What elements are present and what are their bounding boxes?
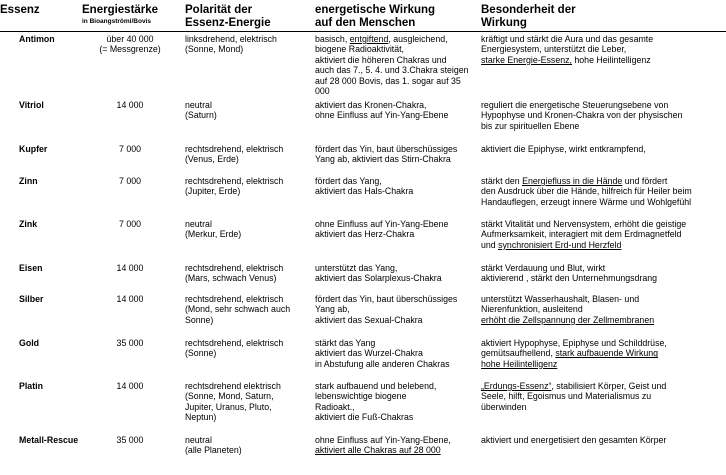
wirkung-text: stärkt das Yang aktiviert das Wurzel-Chakra in Abstufung alle anderen Chakras [315,338,450,369]
besonderheit-text-part: hohe Heilintelligenz [571,54,651,65]
wirkung-text: aktiviert das Kronen-Chakra, ohne Einfluss auf Yin-Yang-Ebene [315,100,449,121]
besonderheit-text-underlined: starke Energie-Essenz, [481,54,572,65]
polaritaet-text: rechtsdrehend, elektrisch (Mond, sehr schwach auch Sonne) [185,294,291,325]
besonderheit-text-part: , stabilisiert Körper, Geist und Seele, hilft, Egoismus und Materialismus zu überwinden [481,381,667,412]
essenz-name: Eisen [19,263,43,273]
besonderheit-text-underlined: erhöht die Zellspannung der Zellmembranen [481,314,655,325]
essenz-name: Silber [19,294,44,304]
wirkung-text [315,34,475,96]
essenz-name: Zinn [19,176,38,186]
besonderheit-text-part: und fördert den Ausdruck über die Hände, hilfreich für Heiler beim Handauflegen, erzeugt innere Wärme und Wohlgefühl [481,176,692,207]
besonderheit-text-part: stärkt Vitalität und Nervensystem, erhöht die geistige Aufmerksamkeit, interagiert mit dem Erdmagnetfeld und [481,219,687,250]
besonderheit-text [481,294,726,325]
wirkung-text: fördert das Yin, baut überschüssiges Yang ab, aktiviert das Sexual-Chakra [315,294,458,325]
essenz-name: Zink [19,219,38,229]
polaritaet-text: rechtsdrehend elektrisch (Sonne, Mond, Saturn, Jupiter, Uranus, Pluto, Neptun) [185,381,281,423]
polaritaet-text: rechtsdrehend, elektrisch (Sonne) [185,338,284,359]
energiestaerke-value: 14 000 [116,381,144,391]
header-energiestaerke [82,4,172,26]
essenz-name: Vitriol [19,100,44,110]
besonderheit-text [481,338,726,369]
header-essenz: Essenz [0,4,40,16]
essenz-name: Gold [19,338,40,348]
header-besonderheit: Besonderheit der Wirkung [481,4,576,29]
header-polaritaet: Polarität der Essenz-Energie [185,4,271,29]
polaritaet-text: rechtsdrehend, elektrisch (Venus, Erde) [185,144,284,165]
header-energiestaerke-unit: in Bioangströmi/Bovis [82,18,151,25]
polaritaet-text: neutral (Saturn) [185,100,217,121]
polaritaet-text: neutral (Merkur, Erde) [185,219,242,240]
wirkung-text-part: basisch, [315,34,350,44]
wirkung-text-part: , ausgleichend, biogene Radioaktivität, aktiviert die höheren Chakras und auch das 7., 5. 4. und 3.Chakra steigen auf 28 000 Bovis, das 1. sogar auf 35 000 [315,34,469,97]
wirkung-text: fördert das Yang, aktiviert das Hals-Chakra [315,176,414,197]
wirkung-text-underlined: aktiviert alle Chakras auf 28 000 [315,445,441,456]
besonderheit-text: aktiviert und energetisiert den gesamten Körper [481,435,667,445]
besonderheit-text-part: stärkt den [481,176,523,186]
besonderheit-text-part: aktiviert Hypophyse, Epiphyse und Schilddrüse, gemütsaufhellend, [481,338,667,359]
besonderheit-text: reguliert die energetische Steuerungsebene von Hypophyse und Kronen-Chakra von der physischen bis zur spirituellen Ebene [481,100,683,131]
wirkung-text: unterstützt das Yang, aktiviert das Solarplexus-Chakra [315,263,442,284]
header-rule [0,31,726,32]
besonderheit-text-underlined: Energiefluss in die Hände [522,176,623,186]
wirkung-text: stark aufbauend und belebend, lebenswichtige biogene Radioakt., aktiviert die Fuß-Chakras [315,381,437,423]
besonderheit-text: aktiviert die Epiphyse, wirkt entkrampfend, [481,144,646,154]
besonderheit-text [481,381,726,412]
energiestaerke-value: 14 000 [116,100,144,110]
polaritaet-text: rechtsdrehend, elektrisch (Mars, schwach Venus) [185,263,284,284]
wirkung-text-underlined: entgiftend [349,34,389,44]
wirkung-text [315,435,475,456]
polaritaet-text: rechtsdrehend, elektrisch (Jupiter, Erde) [185,176,284,197]
besonderheit-text-underlined: synchronisiert Erd-und Herzfeld [498,239,622,250]
header-wirkung: energetische Wirkung auf den Menschen [315,4,436,29]
essenz-name: Antimon [19,34,55,44]
wirkung-text: ohne Einfluss auf Yin-Yang-Ebene aktiviert das Herz-Chakra [315,219,449,240]
wirkung-text: fördert das Yin, baut überschüssiges Yang ab, aktiviert das Stirn-Chakra [315,144,458,165]
energiestaerke-value: 7 000 [118,219,141,229]
besonderheit-text-underlined: stark aufbauende Wirkung hohe Heilintelligenz [481,348,659,369]
besonderheit-text [481,176,726,207]
besonderheit-text-underlined: „Erdungs-Essenz“ [481,381,552,391]
energiestaerke-value: 7 000 [118,144,141,154]
besonderheit-text-part: kräftigt und stärkt die Aura und das gesamte Energiesystem, unterstützt die Leber, [481,34,654,55]
besonderheit-text [481,34,726,65]
wirkung-text-part: ohne Einfluss auf Yin-Yang-Ebene, [315,435,451,445]
essenz-name: Platin [19,381,43,391]
energiestaerke-value: 7 000 [118,176,141,186]
besonderheit-text-part: unterstützt Wasserhaushalt, Blasen- und Nierenfunktion, ausleitend [481,294,640,315]
energiestaerke-value: 35 000 [116,338,144,348]
polaritaet-text: linksdrehend, elektrisch (Sonne, Mond) [185,34,277,55]
besonderheit-text: stärkt Verdauung und Blut, wirkt aktivierend , stärkt den Unternehmungsdrang [481,263,658,284]
energiestaerke-value: 35 000 [116,435,144,445]
essenz-name: Metall-Rescue [19,435,79,445]
header-energiestaerke-label: Energiestärke [82,4,159,16]
energiestaerke-value: 14 000 [116,294,144,304]
essenz-name: Kupfer [19,144,48,154]
polaritaet-text: neutral (alle Planeten) [185,435,242,456]
besonderheit-text [481,219,726,250]
energiestaerke-value: über 40 000 (= Messgrenze) [99,34,161,55]
energiestaerke-value: 14 000 [116,263,144,273]
